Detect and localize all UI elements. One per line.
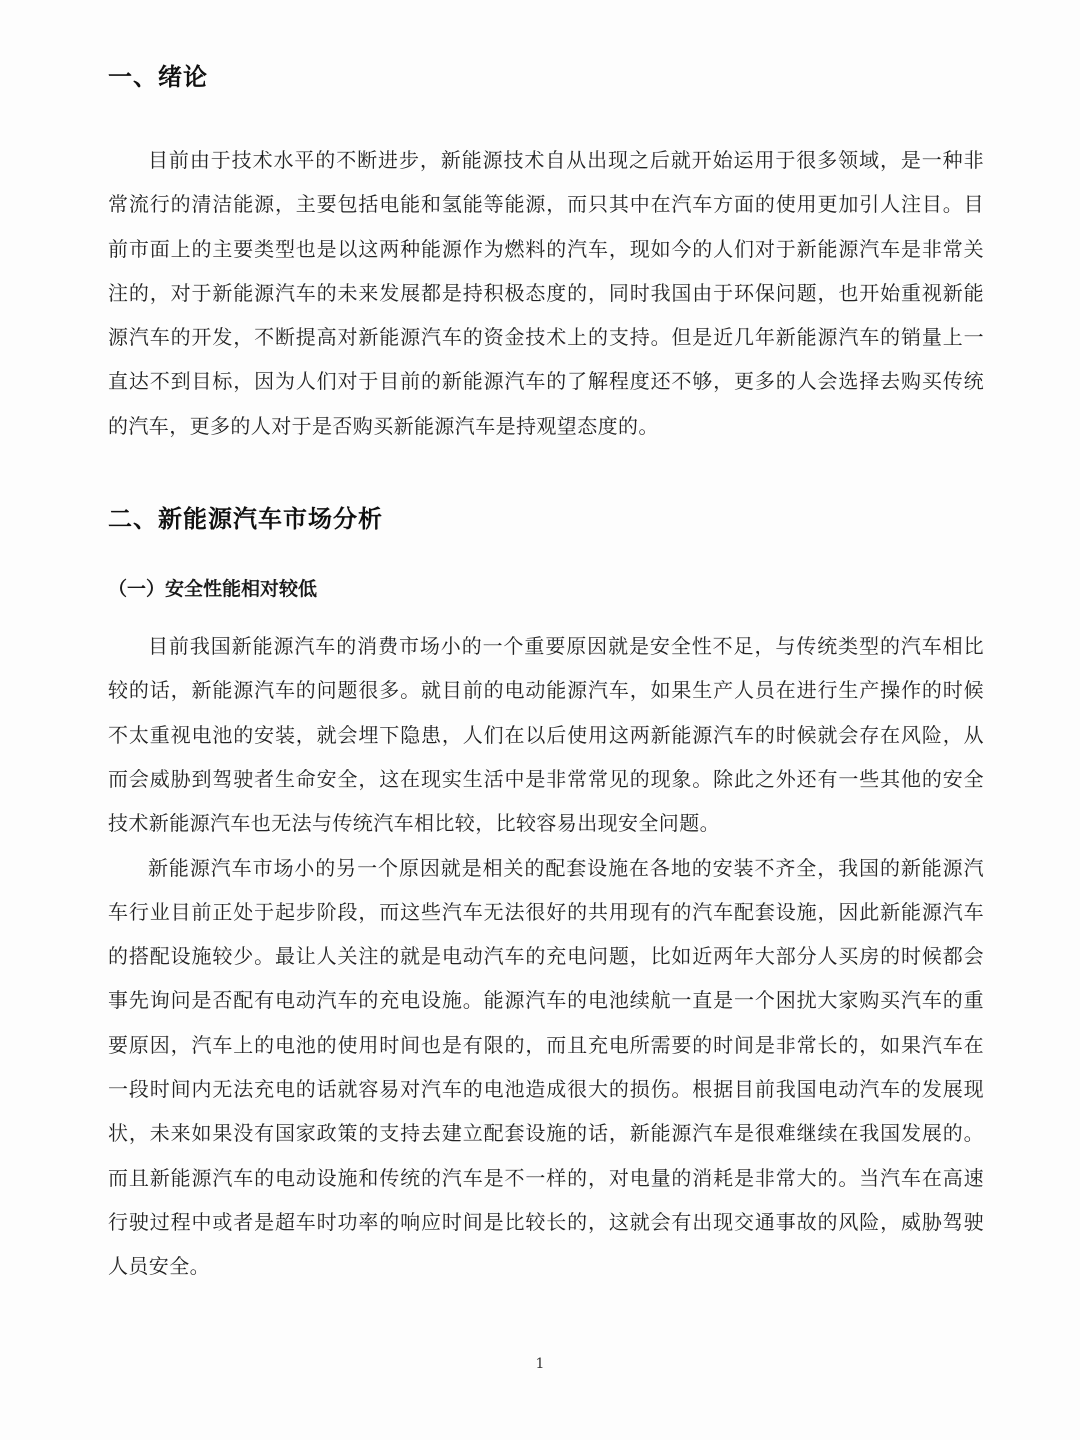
introduction-paragraph: 目前由于技术水平的不断进步，新能源技术自从出现之后就开始运用于很多领域，是一种非常流行的清洁能源，主要包括电能和氢能等能源，而只其中在汽车方面的使用更加引人注目。目前市面上的主要类型也是以这两种能源作为燃料的汽车，现如今的人们对于新能源汽车是非常关注的，对于新能源汽车的未来发展都是持积极态度的，同时我国由于环保问题，也开始重视新能源汽车的开发，不断提高对新能源汽车的资金技术上的支持。但是近几年新能源汽车的销量上一直达不到目标，因为人们对于目前的新能源汽车的了解程度还不够，更多的人会选择去购买传统的汽车，更多的人对于是否购买新能源汽车是持观望态度的。 xyxy=(108,148,984,438)
infrastructure-paragraph: 新能源汽车市场小的另一个原因就是相关的配套设施在各地的安装不齐全，我国的新能源汽车行业目前正处于起步阶段，而这些汽车无法很好的共用现有的汽车配套设施，因此新能源汽车的搭配设施较少。最让人关注的就是电动汽车的充电问题，比如近两年大部分人买房的时候都会事先询问是否配有电动汽车的充电设施。能源汽车的电池续航一直是一个困扰大家购买汽车的重要原因，汽车上的电池的使用时间也是有限的，而且充电所需要的时间是非常长的，如果汽车在一段时间内无法充电的话就容易对汽车的电池造成很大的损伤。根据目前我国电动汽车的发展现状，未来如果没有国家政策的支持去建立配套设施的话，新能源汽车是很难继续在我国发展的。而且新能源汽车的电动设施和传统的汽车是不一样的，对电量的消耗是非常大的。当汽车在高速行驶过程中或者是超车时功率的响应时间是比较长的，这就会有出现交通事故的风险，威胁驾驶人员安全。 xyxy=(108,855,984,1279)
section-heading-introduction: 一、绪论 xyxy=(108,63,208,91)
subsection-heading-safety: （一）安全性能相对较低 xyxy=(108,578,318,601)
document-body xyxy=(108,60,984,1289)
page-number: 1 xyxy=(535,1356,545,1372)
safety-paragraph: 目前我国新能源汽车的消费市场小的一个重要原因就是安全性不足，与传统类型的汽车相比较的话，新能源汽车的问题很多。就目前的电动能源汽车，如果生产人员在进行生产操作的时候不太重视电池的安装，就会埋下隐患，人们在以后使用这两新能源汽车的时候就会存在风险，从而会威胁到驾驶者生命安全，这在现实生活中是非常常见的现象。除此之外还有一些其他的安全技术新能源汽车也无法与传统汽车相比较，比较容易出现安全问题。 xyxy=(108,634,984,836)
section-heading-market-analysis: 二、新能源汽车市场分析 xyxy=(108,505,383,534)
